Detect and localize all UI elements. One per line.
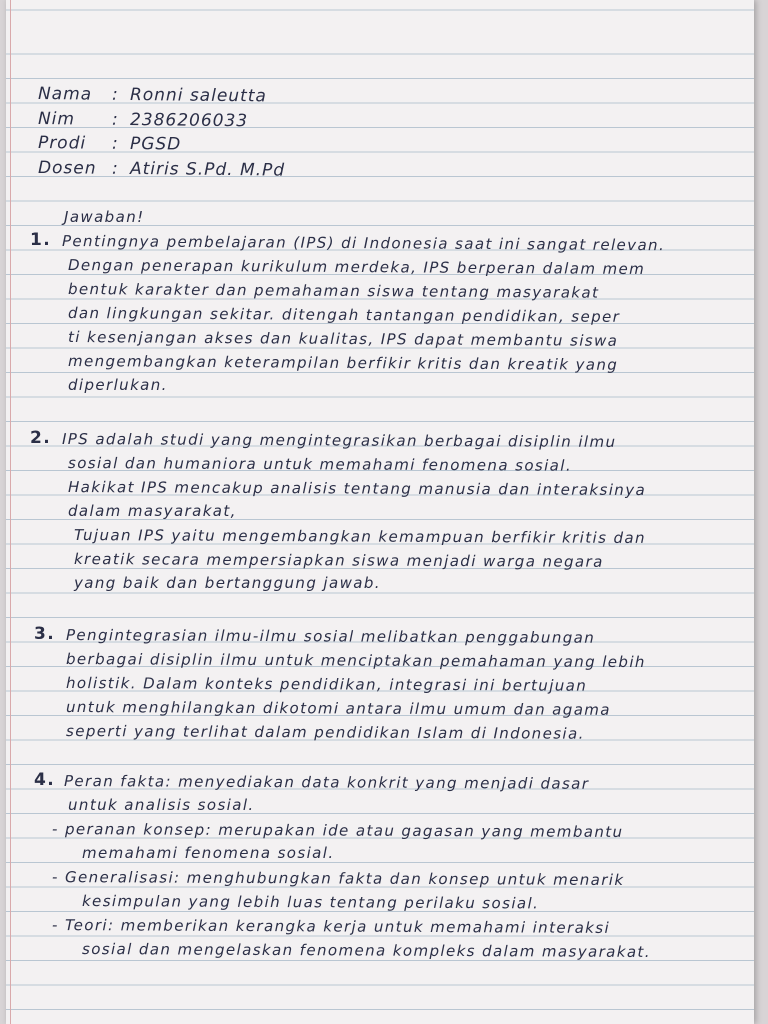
answer-line: untuk analisis sosial. (68, 796, 255, 814)
dosen-value: Atiris S.Pd. M.Pd (129, 158, 286, 181)
header-dosen: Dosen : Atiris S.Pd. M.Pd (37, 158, 286, 181)
answer-line: Tujuan IPS yaitu mengembangkan kemampuan berfikir kritis dan (73, 526, 646, 547)
answer-line: holistik. Dalam konteks pendidikan, integrasi ini bertujuan (65, 674, 588, 695)
answer-line: kesimpulan yang lebih luas tentang perilaku sosial. (81, 892, 540, 913)
answer-line: Pentingnya pembelajaran (IPS) di Indonesia saat ini sangat relevan. (61, 232, 666, 255)
answer-line: diperlukan. (68, 376, 168, 394)
prodi-label: Prodi (37, 133, 87, 154)
header-nama: Nama : Ronni saleutta (37, 84, 267, 107)
answer-line: Pengintegrasian ilmu-ilmu sosial melibatkan penggabungan (65, 626, 596, 647)
answer-line: - peranan konsep: merupakan ide atau gagasan yang membantu (51, 820, 624, 841)
answer-line: ti kesenjangan akses dan kualitas, IPS dapat membantu siswa (67, 328, 619, 350)
answer-line: yang baik dan bertanggung jawab. (74, 574, 381, 592)
answer-number: 1. (30, 230, 52, 250)
answer-line: sosial dan humaniora untuk memahami fenomena sosial. (67, 454, 573, 475)
answer-line: dan lingkungan sekitar. ditengah tantangan pendidikan, seper (67, 304, 621, 326)
answer-line: Peran fakta: menyediakan data konkrit yang menjadi dasar (63, 772, 590, 793)
answer-number: 3. (34, 624, 56, 644)
answers-heading: Jawaban! (64, 208, 145, 226)
nim-label: Nim (37, 109, 76, 130)
nama-label: Nama (37, 84, 93, 105)
answer-line: dalam masyarakat, (68, 502, 237, 520)
notebook-page (6, 0, 754, 1024)
answer-line: berbagai disiplin ilmu untuk menciptakan pemahaman yang lebih (65, 650, 646, 672)
answer-line: - Teori: memberikan kerangka kerja untuk memahami interaksi (51, 916, 611, 937)
nim-value: 2386206033 (129, 109, 249, 132)
answer-number: 4. (34, 770, 56, 790)
answer-line: Dengan penerapan kurikulum merdeka, IPS berperan dalam mem (67, 256, 646, 279)
answer-line: mengembangkan keterampilan berfikir kritis dan kreatik yang (67, 352, 619, 374)
nama-value: Ronni saleutta (129, 84, 267, 107)
answer-number: 2. (30, 428, 52, 448)
answer-line: IPS adalah studi yang mengintegrasikan berbagai disiplin ilmu (61, 430, 617, 451)
header-prodi: Prodi : PGSD (37, 133, 182, 155)
answer-line: untuk menghilangkan dikotomi antara ilmu umum dan agama (65, 698, 611, 719)
dosen-label: Dosen (37, 158, 97, 179)
answer-line: Hakikat IPS mencakup analisis tentang manusia dan interaksinya (67, 478, 647, 500)
header-nim: Nim : 2386206033 (37, 109, 249, 132)
page-margin-line (10, 0, 11, 1024)
prodi-value: PGSD (129, 133, 182, 155)
answer-line: sosial dan mengelaskan fenomena kompleks dalam masyarakat. (81, 940, 651, 961)
answer-line: - Generalisasi: menghubungkan fakta dan konsep untuk menarik (51, 868, 625, 889)
answer-line: bentuk karakter dan pemahaman siswa tentang masyarakat (67, 280, 600, 302)
answer-line: memahami fenomena sosial. (82, 844, 335, 862)
answer-line: seperti yang terlihat dalam pendidikan Islam di Indonesia. (65, 722, 585, 743)
answer-line: kreatik secara mempersiapkan siswa menjadi warga negara (73, 550, 604, 571)
